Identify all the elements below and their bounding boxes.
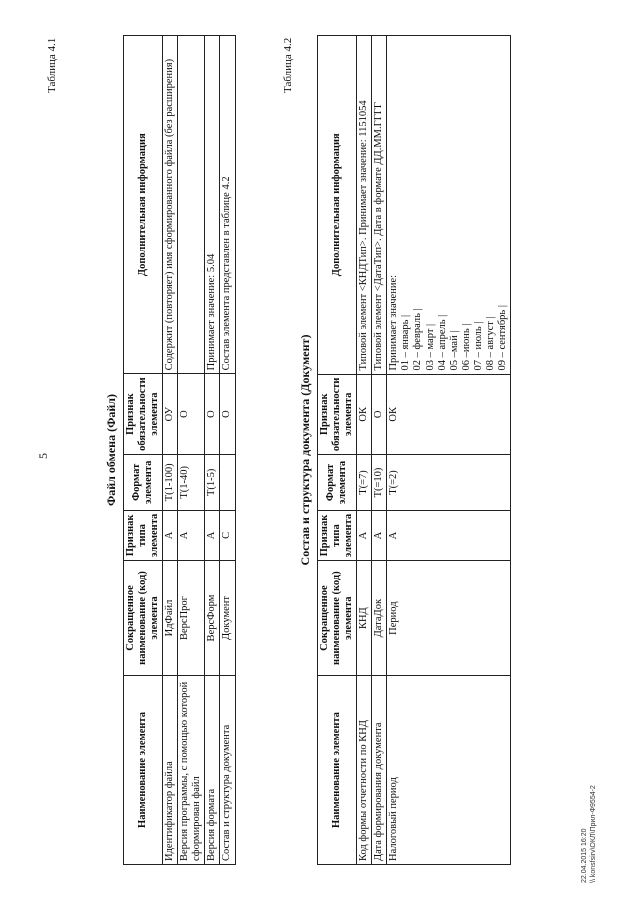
table-cell: Т(1-5) [205,454,220,510]
table-header-row [318,36,357,865]
header-cell: Дополнительная информация [124,36,163,374]
header-cell: Признак типа элемента [124,510,163,560]
period-value: 08 – август | [484,316,496,371]
table-row [387,36,511,865]
table-cell: А [357,510,372,560]
table-label: Таблица 4.1 [46,37,58,93]
table-cell: ВерсФорм [205,561,220,676]
table-cell: Состав и структура документа [220,675,235,864]
table-4-2 [317,35,511,865]
table-cell: А [387,510,511,560]
header-cell: Наименование элемента [124,675,163,864]
period-value: 03 – март | [424,323,436,371]
header-cell: Признак типа элемента [318,510,357,560]
table-cell: А [163,510,178,560]
table-4-1 [123,35,236,865]
period-value: 04 – апрель | [436,314,448,371]
period-value: 01 – январь | [400,314,412,371]
table-cell: А [178,510,205,560]
table-cell: Т(=2) [387,455,511,511]
table-cell: ОК [357,374,372,455]
table-row [357,36,372,865]
table-cell: Период [387,561,511,676]
table-row [220,36,235,865]
period-value: 09 – сентябрь | [496,305,508,371]
period-value: 02 – февраль | [412,308,424,371]
period-value: Принимает значение: [388,274,400,371]
table-cell: О [372,374,387,455]
table-title: Файл обмена (Файл) [104,393,118,507]
table-cell: Типовой элемент <ДатаТип>. Дата в формате ДД.ММ.ГГГГ [372,36,387,375]
table-cell: Т(1-40) [178,454,205,510]
period-values-cell [387,36,511,375]
table-cell: Состав элемента представлен в таблице 4.2 [220,36,235,374]
table-row [372,36,387,865]
table-cell: Версия программы, с помощью которой сформирован файл [178,675,205,864]
table-cell: Версия формата [205,675,220,864]
footer-path: \\ konsfsirv\ОКЛ\Прил-Ф9554-2 [590,785,598,883]
table-cell: О [178,374,205,455]
table-header-row [124,36,163,865]
header-cell: Признак обязательности элемента [318,374,357,455]
table-cell: Налоговый период [387,676,511,865]
table-cell: ИдФайл [163,561,178,676]
table-row [163,36,178,865]
table-cell: Идентификатор файла [163,675,178,864]
table-cell: Т(1-100) [163,454,178,510]
table-cell: О [220,374,235,455]
table-cell: А [205,510,220,560]
table-label: Таблица 4.2 [282,37,294,93]
table-cell: Документ [220,561,235,676]
header-cell: Сокращенное наименование (код) элемента [124,561,163,676]
footer-timestamp: 22.04.2015 16:20 [581,828,588,883]
header-cell: Формат элемента [318,455,357,511]
header-cell: Наименование элемента [318,676,357,865]
table-cell: А [372,510,387,560]
table-cell: Т(=7) [357,455,372,511]
page-number: 5 [36,453,50,459]
header-cell: Признак обязательности элемента [124,374,163,455]
table-cell: ОУ [163,374,178,455]
table-cell: Код формы отчетности по КНД [357,676,372,865]
table-cell: Т(=10) [372,455,387,511]
table-row [178,36,205,865]
table-cell [220,454,235,510]
header-cell: Сокращенное наименование (код) элемента [318,561,357,676]
period-value: 05 –май | [448,330,460,371]
table-cell: О [205,374,220,455]
table-cell: Типовой элемент <КНДТип>. Принимает значение: 1151054 [357,36,372,375]
table-cell: ВерсПрог [178,561,205,676]
table-cell: КНД [357,561,372,676]
table-cell: Дата формирования документа [372,676,387,865]
table-cell [178,36,205,374]
period-value: 07 – июль | [472,321,484,371]
table-title: Состав и структура документа (Документ) [298,334,312,566]
table-cell: Принимает значение: 5.04 [205,36,220,374]
table-cell: ДатаДок [372,561,387,676]
header-cell: Дополнительная информация [318,36,357,375]
table-row [205,36,220,865]
table-cell: С [220,510,235,560]
period-value: 06 –июнь | [460,323,472,371]
footer [580,785,598,883]
table-cell: Содержит (повторяет) имя сформированного файла (без расширения) [163,36,178,374]
header-cell: Формат элемента [124,454,163,510]
table-cell: ОК [387,374,511,455]
